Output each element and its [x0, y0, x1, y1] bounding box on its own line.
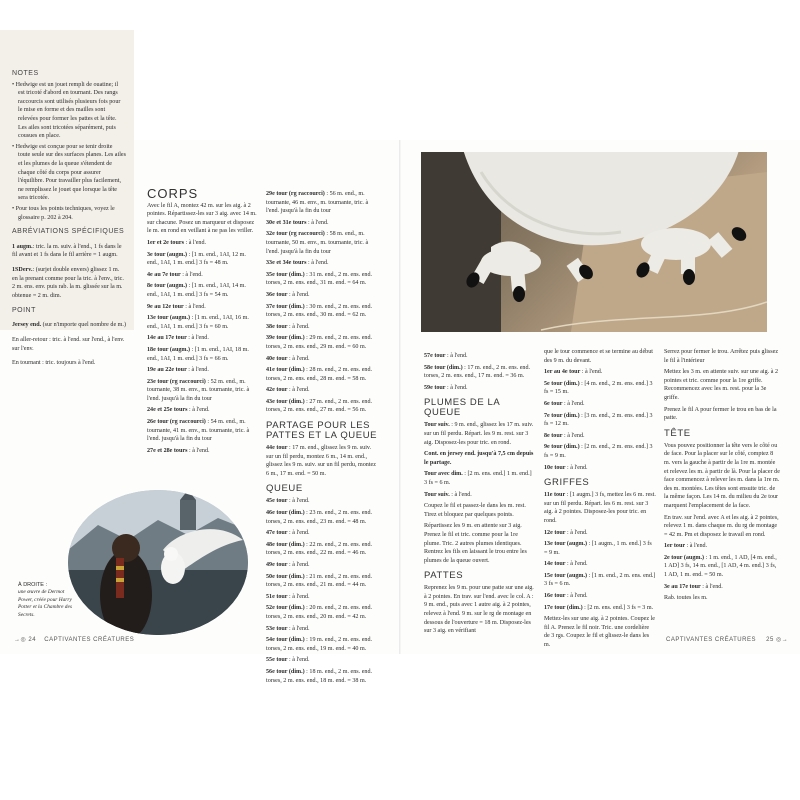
- row-label: 58e tour (dim.): [424, 364, 463, 371]
- row-label: 1er au 4e tour: [544, 369, 581, 376]
- row-text: : à l'end.: [562, 432, 585, 439]
- instruction-line: [266, 366, 378, 383]
- row-label: 1er tour: [664, 543, 686, 550]
- instruction-line: [424, 522, 536, 565]
- row-label: 15e tour (augm.): [544, 572, 588, 579]
- row-label: 30e et 31e tours: [266, 219, 307, 226]
- row-label: 38e tour: [266, 323, 288, 330]
- photo-caption: [18, 582, 78, 619]
- instruction-line: [544, 464, 656, 473]
- row-text: : à l'end.: [287, 657, 310, 664]
- row-label: 54e tour (dim.): [266, 637, 305, 644]
- row-label: 52e tour (dim.): [266, 605, 305, 612]
- row-text: : à l'end.: [565, 529, 588, 536]
- row-label: 11e tour: [544, 492, 566, 499]
- row-label: 44e tour: [266, 445, 288, 452]
- row-text: : à l'end.: [562, 400, 585, 407]
- row-label: 47e tour: [266, 530, 288, 537]
- row-label: 1er et 2e tours: [147, 239, 184, 246]
- instruction-line: [544, 540, 656, 557]
- instruction-line: [266, 636, 378, 653]
- row-text: : [2 m. end., 2 m. ens. end.] 3 fs = 9 m.: [544, 444, 653, 459]
- row-label: 8e tour: [544, 432, 563, 439]
- row-label: 33e et 34e tours: [266, 260, 307, 267]
- row-label: 39e tour (dim.): [266, 335, 305, 342]
- definition-term: Jersey end.: [12, 322, 42, 329]
- instruction-line: [147, 251, 257, 268]
- row-text: Avec le fil A, montez 42 m. sur les aig. à 2 pointes. Répartissez-les sur 3 aig. avec 14 m. sur chacune. Posez un marqueur et disposez le m. en rond en veillant à ne pas les vriller.: [147, 202, 257, 235]
- instruction-line: • Pour tous les points techniques, voyez le glossaire p. 202 à 204.: [12, 205, 115, 221]
- right-column-middle: [544, 348, 656, 653]
- definition-term: 1SDerv.: [12, 267, 33, 274]
- row-text: : 17 m. end., 2 m. ens. end. torses, 2 m. ens. end., 17 m. end. = 36 m.: [424, 364, 531, 380]
- definition-text: En aller-retour : tric. à l'end. sur l'end., à l'env. sur l'env.: [12, 336, 125, 352]
- row-text: : à l'end.: [565, 561, 588, 568]
- instruction-line: [544, 368, 656, 377]
- instruction-line: [266, 541, 378, 558]
- instruction-line: [664, 554, 780, 580]
- instruction-line: [266, 497, 378, 506]
- instruction-line: [147, 271, 257, 280]
- row-label: 4e au 7e tour: [147, 271, 181, 278]
- instruction-line: [664, 594, 780, 603]
- row-text: : à l'end.: [187, 447, 210, 454]
- row-text: : à l'end.: [287, 498, 310, 505]
- instruction-line: [147, 366, 257, 375]
- notes-title: NOTES: [12, 70, 39, 77]
- instruction-line: [424, 352, 536, 361]
- queue-instructions: [266, 497, 378, 685]
- row-label: 37e tour (dim.): [266, 303, 305, 310]
- instruction-line: • Hedwige est un jouet rempli de ouatine; il est tricoté d'abord en tournant. Des rangs raccourcis sont utilisés plusieurs fois pour le mise en forme et des mailles sont relevées pour former les pattes et la tête. Les ailes sont tricotées séparément, puis cousues en place.: [12, 81, 121, 140]
- instruction-line: [544, 615, 656, 649]
- row-text: : à l'end.: [565, 593, 588, 600]
- row-label: 18e tour (augm.): [147, 346, 191, 353]
- row-label: 23e tour (rg raccourci): [147, 378, 206, 385]
- instruction-line: [424, 421, 536, 447]
- tete-instructions: [664, 442, 780, 603]
- instruction-line: [266, 291, 378, 300]
- row-text: : à l'end.: [180, 271, 203, 278]
- row-label: 40e tour: [266, 355, 288, 362]
- instruction-line: [544, 592, 656, 601]
- row-label: 6e tour: [544, 400, 563, 407]
- section-title-corps: CORPS: [147, 186, 199, 201]
- left-footer: [14, 636, 134, 643]
- row-label: 43e tour (dim.): [266, 398, 305, 405]
- right-column-left: [424, 352, 536, 639]
- row-text: : 30 m. end., 2 m. ens. end. torses, 2 m. ens. end., 30 m. end. = 62 m.: [266, 303, 373, 319]
- section-title-plumes: PLUMES DE LA QUEUE: [424, 397, 500, 419]
- instruction-line: [266, 190, 378, 216]
- instruction-line: [424, 364, 536, 381]
- row-text: : à l'end.: [580, 369, 603, 376]
- instruction-line: [266, 668, 378, 685]
- row-text: : 23 m. end., 2 m. ens. end. torses, 2 m. ens. end., 23 m. end. = 48 m.: [266, 510, 373, 525]
- instruction-line: [266, 355, 378, 364]
- instruction-line: [147, 303, 257, 312]
- row-label: 27e et 28e tours: [147, 447, 188, 454]
- row-text: Répartissez les 9 m. en attente sur 3 aig. Prenez le fil et tric. comme pour la 1re plume. Tric. 2 autres plumes identiques. Rentrez les fils en laissant le trou entre les plumes de la queue ouvert.: [424, 523, 527, 564]
- row-text: : à l'end.: [287, 291, 310, 298]
- notes-panel: [0, 30, 134, 367]
- instruction-line: [424, 491, 536, 500]
- row-label: 13e tour (augm.): [544, 541, 588, 548]
- row-text: : à l'end.: [186, 367, 209, 374]
- row-text: : 17 m. end., glissez les 9 m. suiv. sur un fil perdu, montez 6 m., 14 m. end., glissez les 9 m. suiv. sur un fil perdu, montez 6 m., 17 m. end. = 50 m.: [266, 445, 376, 477]
- instruction-line: [424, 502, 536, 519]
- caption-text: une œuvre de Dermot Power, créée pour Harry Potter et la Chambre des Secrets.: [18, 589, 72, 618]
- right-footer: [666, 636, 788, 643]
- row-text: : 28 m. end., 2 m. ens. end. torses, 2 m. ens. end., 28 m. end. = 58 m.: [266, 367, 373, 382]
- left-page-number: 24: [28, 637, 37, 643]
- row-text: : à l'end.: [287, 387, 310, 394]
- instruction-line: [544, 529, 656, 538]
- row-label: Cont. en jersey end. jusqu'à 7,5 cm depuis le partage.: [424, 451, 534, 466]
- definition-line: [12, 336, 126, 353]
- abbr-title: ABRÉVIATIONS SPÉCIFIQUES: [12, 228, 125, 236]
- row-label: 9e au 12e tour: [147, 303, 184, 310]
- corps-instructions-cont: [266, 190, 378, 415]
- instruction-line: [544, 443, 656, 460]
- row-text: : [1 m. end., 1AI, 18 m. end., 1AI, 1 m. end.] 3 fs = 66 m.: [147, 346, 249, 362]
- row-label: 42e tour: [266, 387, 288, 394]
- instruction-line: [266, 573, 378, 590]
- row-text: : [1 m. end., 1AI, 12 m. end., 1AI, 1 m. end.] 3 fs = 48 m.: [147, 251, 246, 267]
- row-text: : à l'end.: [287, 625, 310, 632]
- left-column-right: [266, 190, 378, 688]
- row-label: 10e tour: [544, 464, 566, 471]
- row-text: : 22 m. end., 2 m. ens. end. torses, 2 m. ens. end., 22 m. end. = 46 m.: [266, 541, 373, 557]
- row-text: : à l'end.: [306, 260, 329, 267]
- row-text: Mettez les 3 m. en attente suiv. sur une aig. à 2 pointes et tric. comme pour la 1re griffe. Recommencez avec les m. rest. pour la 3e griffe.: [664, 369, 778, 401]
- row-text: Mettez-les sur une aig. à 2 pointes. Coupez le fil A. Prenez le fil noir. Tric. une cordelière de 3 rgs. Coupez le fil et glissez-le dans les m.: [544, 616, 656, 649]
- row-label: 17e tour (dim.): [544, 604, 583, 611]
- instruction-line: [266, 303, 378, 320]
- instruction-line: [544, 348, 656, 365]
- row-label: 19e au 22e tour: [147, 367, 187, 374]
- instruction-line: [266, 444, 378, 478]
- row-text: : à l'end.: [449, 491, 472, 498]
- row-text: : 20 m. end., 2 m. ens. end. torses, 2 m. ens. end., 20 m. end. = 42 m.: [266, 605, 373, 620]
- instruction-line: [266, 593, 378, 602]
- instruction-line: [424, 470, 536, 487]
- instruction-line: [266, 561, 378, 570]
- definition-term: 1 augm.: [12, 243, 33, 250]
- instruction-line: • Hedwige est conçue pour se tenir droite toute seule sur des surfaces planes. Les ailes et les plumes de la queue s'étendent de chaque côté du corps pour assurer l'équilibre. Pour travailler plus facilement, ne remplissez le jouet que lorsque la tête sera tricotée.: [12, 143, 126, 202]
- row-text: : à l'end.: [685, 543, 708, 550]
- row-text: : à l'end.: [445, 384, 468, 391]
- row-label: 56e tour (dim.): [266, 668, 305, 675]
- right-column-right: [664, 348, 780, 606]
- instruction-line: [147, 378, 257, 404]
- row-text: : 58 m. end., m. tournante, 50 m. env., m. tournante, tric. à l'end. jusqu'à la fin du tour: [266, 231, 369, 255]
- instruction-line: [147, 314, 257, 331]
- row-label: 5e tour (dim.): [544, 380, 580, 387]
- definition-line: [12, 243, 126, 260]
- row-label: 14e tour: [544, 561, 566, 568]
- row-label: 16e tour: [544, 593, 566, 600]
- row-text: : à l'end.: [183, 303, 206, 310]
- row-label: 24e et 25e tours: [147, 407, 188, 414]
- instruction-line: [544, 432, 656, 441]
- instruction-line: [664, 442, 780, 511]
- definition-line: [12, 359, 126, 368]
- row-text: : 56 m. end., m. tournante, 46 m. env., m. tournante, tric. à l'end. jusqu'à la fin du tour: [266, 191, 369, 215]
- row-text: : [1 augm., 1 m. end.] 3 fs = 9 m.: [544, 541, 652, 556]
- row-label: 53e tour: [266, 625, 288, 632]
- row-text: : 1 m. end., 1 AD, [4 m. end., 1 AD] 3 fs, 14 m. end., [1 AD, 4 m. end.] 3 fs, 1 AD, 1 m. end. = 50 m.: [664, 554, 777, 579]
- row-label: 45e tour: [266, 498, 288, 505]
- instruction-line: [147, 202, 257, 236]
- row-text: : [4 m. end., 2 m. ens. end.] 3 fs = 15 m.: [544, 380, 653, 396]
- griffes-instructions-cont: [664, 348, 780, 423]
- corps-instructions: [147, 202, 257, 456]
- section-title-queue: QUEUE: [266, 483, 303, 495]
- definition-text: : (surjet double envers) glissez 1 m. en la prenant comme pour la tric. à l'env., tric. 2 m. ens. env. puis rab. la m. glissée sur la m. obtenue = 2 m. dim.: [12, 267, 124, 299]
- instruction-line: [544, 572, 656, 589]
- instruction-line: [544, 400, 656, 409]
- row-label: 7e tour (dim.): [544, 412, 580, 419]
- instruction-line: [266, 271, 378, 288]
- row-text: : [1 augm.] 3 fs, mettez les 6 m. rest. sur un fil perdu. Répart. les 6 m. rest. sur 3 aig. à 2 pointes. Disposez-les pour tric. en rond.: [544, 492, 656, 524]
- row-text: : [3 m. end., 2 m. ens. end.] 3 fs = 12 m.: [544, 412, 653, 428]
- queue-instructions-cont: [424, 352, 536, 392]
- row-text: Coupez le fil et passez-le dans les m. rest. Tirez et bloquez par quelques points.: [424, 503, 526, 518]
- knitted-owl-feet-photo: [421, 152, 767, 332]
- definition-text: : tric. la m. suiv. à l'end., 1 fs dans le fil avant et 1 fs dans le fil arrière = 1 augm.: [12, 243, 122, 259]
- row-text: : à l'end.: [287, 593, 310, 600]
- hedwig-owl-photo: [68, 490, 248, 635]
- row-text: : [1 m. end., 1AI, 14 m. end., 1AI, 1 m. end.] 3 fs = 54 m.: [147, 283, 246, 298]
- instruction-line: [266, 334, 378, 351]
- row-text: Reprenez les 9 m. pour une patte sur une aig. à 2 pointes. En trav. sur l'end. avec le col. A : 9 m. end., puis avec 1 autre aig. à 2 pointes, relevez à l'end. 9 m. sur le rg de montage en dessous de l'ouverture = 18 m. Disposez-les sur 3 aig. en vérifiant: [424, 585, 534, 635]
- row-label: 8e tour (augm.): [147, 283, 187, 290]
- partage-instructions: [266, 444, 378, 478]
- notes-content: [12, 70, 126, 374]
- instruction-line: [544, 491, 656, 525]
- instruction-line: [544, 412, 656, 429]
- row-label: 50e tour (dim.): [266, 573, 305, 580]
- row-label: 3e tour (augm.): [147, 251, 187, 258]
- pattes-instructions-cont: [544, 348, 656, 472]
- row-label: 48e tour (dim.): [266, 541, 305, 548]
- section-title-tete: TÊTE: [664, 427, 691, 439]
- row-label: 29e tour (rg raccourci): [266, 191, 325, 197]
- right-page-number: 25: [766, 637, 774, 643]
- instruction-line: [266, 656, 378, 665]
- instruction-line: [544, 380, 656, 397]
- instruction-line: [664, 514, 780, 540]
- row-text: : à l'end.: [186, 335, 209, 342]
- definition-line: [12, 266, 126, 300]
- row-text: : à l'end.: [306, 219, 329, 226]
- row-label: 46e tour (dim.): [266, 510, 305, 517]
- row-text: En trav. sur l'end. avec A et les aig. à 2 pointes, relevez 1 m. dans chaque m. du rg de montage = 42 m. Pm et disposez le travail en rond.: [664, 514, 779, 538]
- instruction-line: [266, 604, 378, 621]
- instruction-line: [424, 450, 536, 467]
- row-text: : à l'end.: [287, 323, 310, 330]
- left-running-title: CAPTIVANTES CRÉATURES: [44, 637, 135, 643]
- row-text: : 54 m. end., m. tournante, 41 m. env., m. tournante, tric. à l'end. jusqu'à la fin du tour: [147, 419, 250, 443]
- row-text: que le tour commence et se termine au début des 9 m. du devant.: [544, 349, 653, 364]
- left-column-corps: [147, 186, 257, 458]
- row-label: 13e tour (augm.): [147, 315, 191, 322]
- row-text: : à l'end.: [287, 530, 310, 537]
- instruction-line: [664, 348, 780, 365]
- instruction-line: [266, 230, 378, 256]
- definition-line: [12, 321, 126, 330]
- instruction-line: [266, 509, 378, 526]
- instruction-line: [544, 604, 656, 613]
- row-label: 3e au 17e tour: [664, 583, 701, 590]
- row-text: : 27 m. end., 2 m. ens. end. torses, 2 m. ens. end., 27 m. end. = 56 m.: [266, 398, 373, 414]
- row-text: : [2 m. ens. end.] 1 m. end.] 3 fs = 6 m.: [424, 471, 532, 486]
- notes-list: [12, 81, 126, 223]
- page-gutter: [399, 140, 401, 654]
- row-text: : à l'end.: [565, 464, 588, 471]
- row-text: : 52 m. end., m. tournante, 38 m. env., m. tournante, tric. à l'end. jusqu'à la fin du tour: [147, 378, 250, 402]
- section-title-griffes: GRIFFES: [544, 477, 590, 489]
- instruction-line: [266, 323, 378, 332]
- instruction-line: [664, 368, 780, 402]
- instruction-line: [266, 386, 378, 395]
- instruction-line: [266, 625, 378, 634]
- row-label: 59e tour: [424, 384, 446, 391]
- row-label: 49e tour: [266, 562, 288, 568]
- point-title: POINT: [12, 306, 36, 314]
- row-label: 26e tour (rg raccourci): [147, 419, 206, 426]
- instruction-line: [266, 259, 378, 268]
- row-text: : à l'end.: [287, 355, 310, 362]
- instruction-line: [147, 418, 257, 444]
- definition-text: En tournant : tric. toujours à l'end.: [12, 360, 96, 367]
- row-text: : 19 m. end., 2 m. ens. end. torses, 2 m. ens. end., 19 m. end. = 40 m.: [266, 637, 373, 652]
- row-label: 51e tour: [266, 593, 288, 600]
- row-text: : à l'end.: [287, 562, 310, 568]
- instruction-line: [266, 398, 378, 415]
- row-text: : 9 m. end., glissez les 17 m. suiv. sur un fil perdu. Répart. les 9 m. rest. sur 3 aig. Disposez-les pour tric. en rond.: [424, 422, 534, 446]
- instruction-line: [147, 447, 257, 456]
- row-label: 36e tour: [266, 291, 288, 298]
- row-label: 9e tour (dim.): [544, 444, 580, 451]
- row-text: Prenez le fil A pour fermer le trou en bas de la patte.: [664, 406, 777, 422]
- instruction-line: [147, 346, 257, 363]
- row-text: Rab. toutes les m.: [664, 595, 708, 602]
- row-text: Serrez pour fermer le trou. Arrêtez puis glissez le fil à l'intérieur: [664, 349, 779, 364]
- row-label: 35e tour (dim.): [266, 271, 305, 278]
- plumes-instructions: [424, 421, 536, 565]
- section-title-partage: PARTAGE POUR LES PATTES ET LA QUEUE: [266, 420, 378, 442]
- row-text: : [1 m. end., 1AI, 16 m. end., 1AI, 1 m. end.] 3 fs = 60 m.: [147, 315, 249, 330]
- instruction-line: [147, 239, 257, 248]
- row-label: 57e tour: [424, 353, 446, 359]
- arrow-icon: →◎: [14, 637, 27, 643]
- row-text: : à l'end.: [700, 583, 723, 590]
- instruction-line: [424, 384, 536, 393]
- row-label: 41e tour (dim.): [266, 367, 305, 374]
- arrow-icon: ◎→: [776, 637, 789, 643]
- row-text: : [1 m. end., 2 m. ens. end.] 3 fs = 6 m.: [544, 572, 656, 588]
- row-label: Tour suiv.: [424, 422, 450, 429]
- abbr-list: [12, 243, 126, 301]
- row-text: Vous pouvez positionner la tête vers le côté ou de face. Pour la placer sur le côté, comptez 8 m. vers la gauche à partir de la 1re m. montée et relevez les m. à partir de là. Pour la placer de face commencez à relever les m. dans la 1re m. des m. montées. Les têtes sont ensuite tric. de la même façon. Les 14 m. du milieu du 2e tour marquent l'emplacement de la face.: [664, 442, 780, 509]
- point-list: [12, 321, 126, 368]
- right-running-title: CAPTIVANTES CRÉATURES: [666, 637, 756, 643]
- instruction-line: [664, 583, 780, 592]
- row-text: : 18 m. end., 2 m. ens. end. torses, 2 m. ens. end., 18 m. end. = 38 m.: [266, 668, 373, 684]
- instruction-line: [424, 584, 536, 636]
- instruction-line: [266, 529, 378, 538]
- pattes-instructions: [424, 584, 536, 636]
- section-title-pattes: PATTES: [424, 570, 464, 582]
- griffes-instructions: [544, 491, 656, 650]
- row-text: : 31 m. end., 2 m. ens. end. torses, 2 m. ens. end., 31 m. end. = 64 m.: [266, 271, 373, 287]
- row-label: 12e tour: [544, 529, 566, 536]
- row-text: : 21 m. end., 2 m. ens. end. torses, 2 m. ens. end., 21 m. end. = 44 m.: [266, 573, 373, 589]
- row-text: : à l'end.: [183, 239, 207, 246]
- row-text: : à l'end.: [445, 353, 468, 359]
- row-text: : [2 m. ens. end.] 3 fs = 3 m.: [582, 604, 654, 611]
- row-label: Tour avec dim.: [424, 471, 463, 478]
- caption-label: À DROITE :: [18, 582, 48, 588]
- instruction-line: [544, 560, 656, 569]
- definition-text: (sur n'importe quel nombre de m.): [41, 322, 126, 329]
- instruction-line: [147, 334, 257, 343]
- instruction-line: [147, 406, 257, 415]
- row-label: 55e tour: [266, 657, 288, 664]
- row-label: 2e tour (augm.): [664, 554, 704, 561]
- instruction-line: [664, 406, 780, 423]
- instruction-line: [147, 282, 257, 299]
- instruction-line: [664, 542, 780, 551]
- row-text: : 29 m. end., 2 m. ens. end. torses, 2 m. ens. end., 29 m. end. = 60 m.: [266, 335, 373, 350]
- row-text: : à l'end.: [187, 407, 210, 414]
- row-label: 14e au 17e tour: [147, 335, 187, 342]
- row-label: 32e tour (rg raccourci): [266, 231, 325, 238]
- row-label: Tour suiv.: [424, 491, 450, 498]
- instruction-line: [266, 219, 378, 228]
